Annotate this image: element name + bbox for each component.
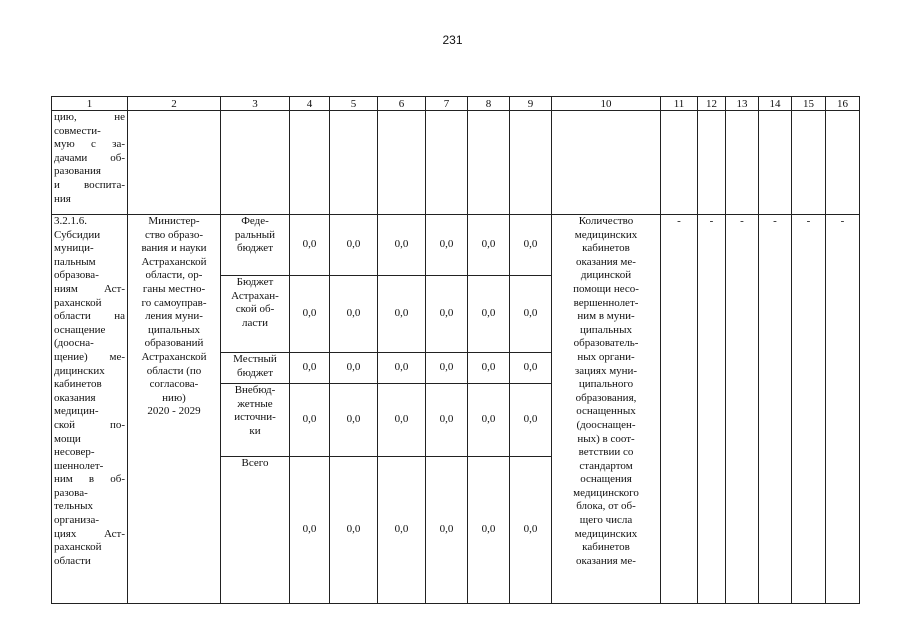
column-number: 9 — [510, 97, 552, 111]
funding-value: 0,0 — [378, 384, 426, 457]
funding-value: 0,0 — [330, 276, 378, 353]
cell-text-line: оснащения — [580, 473, 632, 486]
target-value: - — [726, 215, 759, 604]
carryover-row — [52, 111, 860, 215]
funding-source-label — [221, 276, 290, 353]
funding-source-row — [52, 215, 860, 276]
column-number: 16 — [826, 97, 860, 111]
funding-value: 0,0 — [426, 276, 468, 353]
cell-text-line: бюджет — [237, 366, 273, 379]
cell-text-line: тельных — [54, 500, 93, 513]
cell-text-line: вершеннолет- — [573, 296, 639, 309]
funding-value: 0,0 — [468, 215, 510, 276]
cell-text-line: организа- — [54, 514, 100, 527]
cell-text-line: кабинетов — [582, 242, 630, 255]
cell-text-line: медицинских — [574, 228, 638, 241]
cell-text-line: раханской — [54, 541, 102, 554]
cell-text-line: оказания — [54, 391, 96, 404]
funding-value: 0,0 — [290, 384, 330, 457]
cell-text-line: нию) — [162, 391, 186, 404]
column-number: 14 — [759, 97, 792, 111]
measure-name — [52, 215, 128, 604]
funding-value: 0,0 — [426, 384, 468, 457]
cell-text-line: Местный — [233, 353, 277, 365]
cell-text-line: медицинских — [574, 527, 638, 540]
cell-text-line: оказания ме- — [576, 255, 636, 268]
cell-text-line: раханской — [54, 296, 102, 309]
funding-value: 0,0 — [290, 353, 330, 384]
column-number: 15 — [792, 97, 826, 111]
cell-text-line: мую с за- — [54, 138, 125, 151]
cell-text-line: кабинетов — [582, 541, 630, 554]
target-value: - — [759, 215, 792, 604]
cell-text-line: блока, от об- — [576, 500, 636, 513]
cell-text-line: области — [54, 554, 91, 567]
cell-text-line: (доосна- — [54, 337, 94, 350]
funding-source-label — [221, 457, 290, 604]
funding-value: 0,0 — [426, 353, 468, 384]
cell-text-line: Астраханской — [141, 350, 207, 363]
column-number: 12 — [698, 97, 726, 111]
page-number: 231 — [442, 33, 463, 47]
column-number: 6 — [378, 97, 426, 111]
empty-cell — [330, 111, 378, 215]
cell-text-line: совмести- — [54, 124, 101, 137]
column-number: 4 — [290, 97, 330, 111]
funding-value: 0,0 — [330, 353, 378, 384]
empty-cell — [826, 111, 860, 215]
cell-text-line: ласти — [242, 316, 268, 329]
column-number: 10 — [552, 97, 661, 111]
cell-text-line: Министер- — [148, 215, 200, 227]
funding-value: 0,0 — [468, 353, 510, 384]
cell-text-line: ных) в соот- — [577, 432, 635, 445]
funding-value: 0,0 — [468, 457, 510, 604]
cell-text-line: ципального — [578, 378, 634, 391]
cell-text-line: ления муни- — [145, 310, 203, 323]
cell-text-line: Астрахан- — [231, 289, 279, 302]
cell-text-line: несовер- — [54, 446, 95, 459]
cell-text-line: го самоуправ- — [141, 296, 207, 309]
empty-cell — [661, 111, 698, 215]
funding-value: 0,0 — [378, 353, 426, 384]
cell-text-line: оснащенных — [576, 405, 636, 418]
empty-cell — [468, 111, 510, 215]
cell-text-line: ганы местно- — [142, 282, 206, 295]
funding-value: 0,0 — [290, 457, 330, 604]
empty-cell — [290, 111, 330, 215]
cell-text-line: области на — [54, 310, 125, 323]
cell-text-line: 3.2.1.6. — [54, 215, 87, 227]
cell-text-line: Астраханской — [141, 255, 207, 268]
funding-value: 0,0 — [510, 215, 552, 276]
cell-text-line: дачами об- — [54, 151, 125, 164]
program-table — [51, 96, 860, 604]
cell-text-line: стандартом — [579, 459, 633, 472]
cell-text-line: ральный — [234, 228, 276, 241]
funding-source-label — [221, 384, 290, 457]
column-number: 2 — [128, 97, 221, 111]
funding-value: 0,0 — [330, 215, 378, 276]
target-value: - — [661, 215, 698, 604]
cell-text-line: образований — [144, 337, 204, 350]
funding-value: 0,0 — [426, 215, 468, 276]
empty-cell — [221, 111, 290, 215]
cell-text-line: ципальных — [580, 323, 632, 336]
cell-text-line: ним в об- — [54, 473, 125, 486]
funding-value: 0,0 — [510, 276, 552, 353]
executor-and-period — [128, 215, 221, 604]
cell-text-line: ним в муни- — [577, 310, 635, 323]
funding-value: 0,0 — [468, 276, 510, 353]
funding-value: 0,0 — [290, 215, 330, 276]
cell-text-line: циях Аст- — [54, 527, 125, 540]
cell-text-line: образова- — [54, 269, 99, 282]
funding-value: 0,0 — [290, 276, 330, 353]
cell-text-line: 2020 - 2029 — [147, 405, 201, 418]
cell-text-line: Субсидии — [54, 228, 101, 241]
cell-text-line: цию, не — [54, 111, 125, 123]
cell-text-line: разова- — [54, 486, 88, 499]
cell-text-line: Всего — [241, 457, 269, 469]
cell-text-line: источни- — [234, 411, 276, 424]
column-number: 5 — [330, 97, 378, 111]
empty-cell — [128, 111, 221, 215]
column-number: 7 — [426, 97, 468, 111]
cell-text-line: Количество — [578, 215, 634, 227]
cell-text-line: оказания ме- — [576, 554, 636, 567]
funding-value: 0,0 — [468, 384, 510, 457]
funding-value: 0,0 — [378, 457, 426, 604]
funding-value: 0,0 — [378, 215, 426, 276]
funding-source-label — [221, 215, 290, 276]
cell-text-line: ных органи- — [577, 350, 635, 363]
empty-cell — [792, 111, 826, 215]
cell-text-line: ветствии со — [578, 446, 634, 459]
cell-text-line: щение) ме- — [54, 350, 125, 363]
cell-text-line: согласова- — [149, 378, 199, 391]
cell-text-line: ципальных — [148, 323, 200, 336]
cell-text-line: щего числа — [579, 514, 633, 527]
cell-text-line: жетные — [237, 397, 273, 410]
empty-cell — [552, 111, 661, 215]
funding-value: 0,0 — [378, 276, 426, 353]
cell-text-line: Бюджет — [236, 276, 274, 288]
cell-text-line: образования, — [575, 391, 637, 404]
empty-cell — [726, 111, 759, 215]
cell-text-line: области, ор- — [145, 269, 203, 282]
cell-text-line: ской по- — [54, 418, 125, 431]
cell-text-line: и воспита- — [54, 178, 125, 191]
cell-text-line: помощи несо- — [573, 282, 639, 295]
carryover-text — [52, 111, 128, 215]
target-value: - — [826, 215, 860, 604]
cell-text-line: медицинского — [573, 486, 639, 499]
funding-value: 0,0 — [330, 384, 378, 457]
column-number: 13 — [726, 97, 759, 111]
cell-text-line: ской об- — [235, 303, 275, 316]
funding-value: 0,0 — [426, 457, 468, 604]
empty-cell — [426, 111, 468, 215]
column-number: 3 — [221, 97, 290, 111]
column-number-row — [52, 97, 860, 111]
column-number: 11 — [661, 97, 698, 111]
funding-value: 0,0 — [510, 384, 552, 457]
empty-cell — [759, 111, 792, 215]
funding-value: 0,0 — [510, 353, 552, 384]
target-value: - — [792, 215, 826, 604]
cell-text-line: шеннолет- — [54, 459, 104, 472]
cell-text-line: мощи — [54, 432, 81, 445]
cell-text-line: ство образо- — [145, 228, 203, 241]
empty-cell — [378, 111, 426, 215]
cell-text-line: разования — [54, 165, 101, 178]
cell-text-line: пальным — [54, 255, 96, 268]
cell-text-line: бюджет — [237, 242, 273, 255]
cell-text-line: муници- — [54, 242, 94, 255]
cell-text-line: ниям Аст- — [54, 282, 125, 295]
cell-text-line: зациях муни- — [574, 364, 638, 377]
funding-source-label — [221, 353, 290, 384]
cell-text-line: дицинских — [54, 364, 105, 377]
funding-value: 0,0 — [510, 457, 552, 604]
cell-text-line: ния — [54, 192, 71, 205]
column-number: 1 — [52, 97, 128, 111]
cell-text-line: Феде- — [241, 215, 269, 227]
cell-text-line: вания и науки — [141, 242, 207, 255]
cell-text-line: области (по — [146, 364, 202, 377]
empty-cell — [510, 111, 552, 215]
cell-text-line: медицин- — [54, 405, 99, 418]
cell-text-line: оснащение — [54, 323, 106, 336]
column-number: 8 — [468, 97, 510, 111]
cell-text-line: образователь- — [573, 337, 639, 350]
cell-text-line: Внебюд- — [234, 384, 276, 396]
empty-cell — [698, 111, 726, 215]
cell-text-line: (дооснащен- — [576, 418, 636, 431]
target-indicator — [552, 215, 661, 604]
cell-text-line: ки — [249, 424, 261, 437]
target-value: - — [698, 215, 726, 604]
cell-text-line: кабинетов — [54, 378, 102, 391]
cell-text-line: дицинской — [580, 269, 632, 282]
funding-value: 0,0 — [330, 457, 378, 604]
